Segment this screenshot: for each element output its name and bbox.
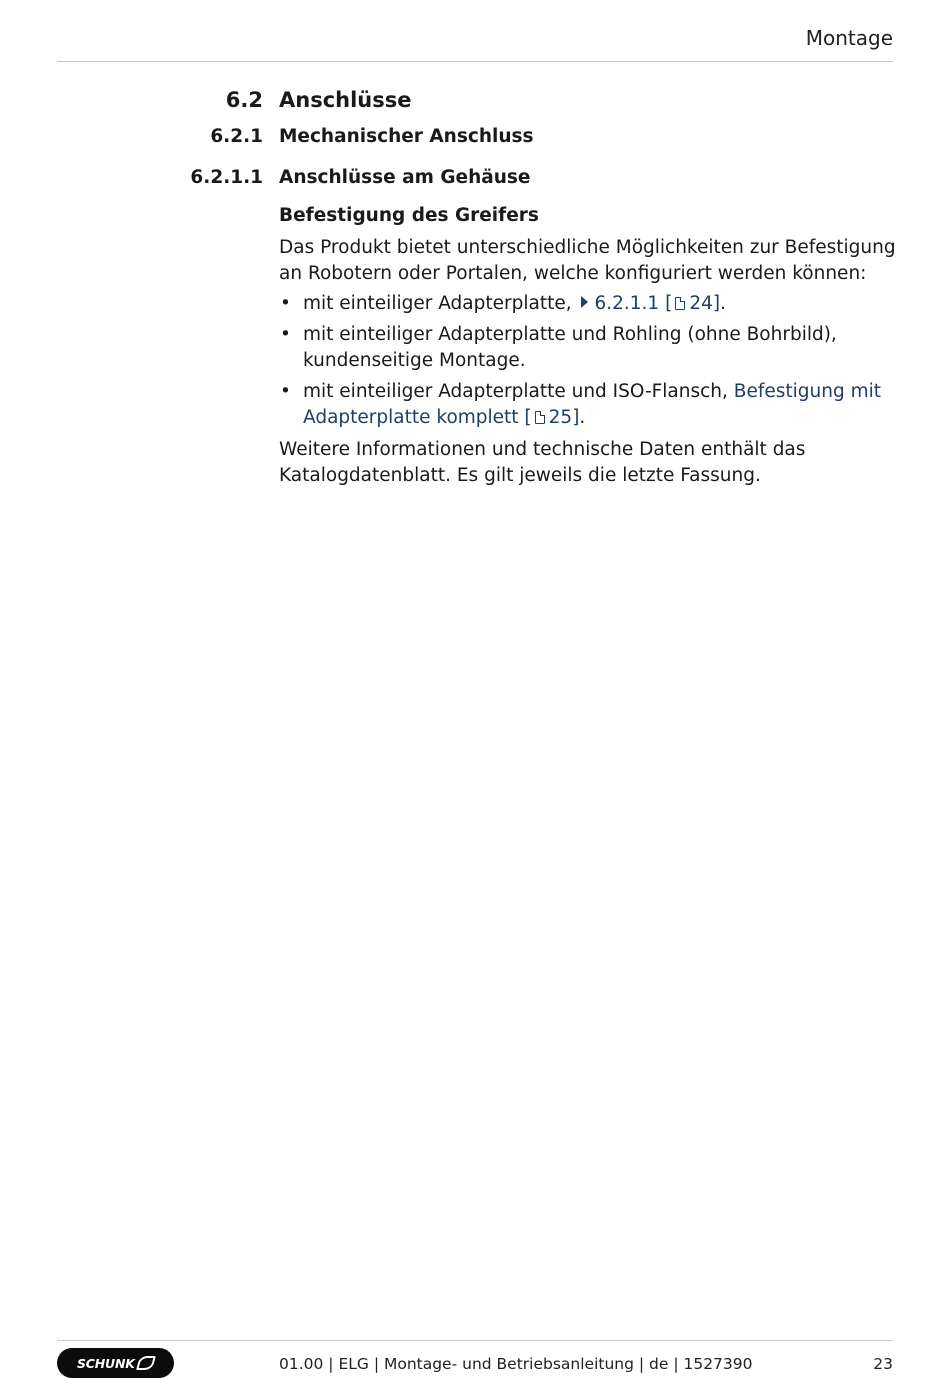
list-item	[279, 322, 899, 374]
heading-title: Anschlüsse am Gehäuse	[279, 167, 531, 188]
footer-document-info: 01.00 | ELG | Montage- und Betriebsanleitung | de | 1527390	[279, 1355, 753, 1373]
link-page: 25]	[548, 407, 580, 428]
link-text: 6.2.1.1 [	[594, 293, 673, 314]
outro-paragraph	[279, 437, 899, 489]
header-divider	[57, 61, 893, 62]
link-text: Adapterplatte komplett [	[303, 407, 532, 428]
page-icon	[535, 411, 545, 424]
arrow-right-icon	[581, 296, 588, 308]
list-item	[279, 379, 899, 431]
link-text: Befestigung mit	[733, 381, 882, 402]
outro-line-1: Weitere Informationen und technische Daten enthält das	[279, 439, 806, 460]
body-content	[279, 203, 899, 489]
logo-text: SCHUNK	[77, 1355, 135, 1371]
bullet-icon: •	[280, 381, 291, 402]
heading-title: Anschlüsse	[279, 88, 412, 112]
heading-title: Mechanischer Anschluss	[279, 126, 534, 147]
link-page: 24]	[689, 293, 721, 314]
outro-line-2: Katalogdatenblatt. Es gilt jeweils die letzte Fassung.	[279, 465, 761, 486]
intro-line-2: an Robotern oder Portalen, welche konfiguriert werden können:	[279, 263, 867, 284]
subheading: Befestigung des Greifers	[279, 205, 539, 226]
cross-reference-link[interactable]	[577, 293, 720, 314]
heading-number: 6.2.1.1	[190, 167, 263, 188]
list-item-text: kundenseitige Montage.	[303, 350, 526, 371]
bullet-icon: •	[280, 293, 291, 314]
list-item-end: .	[579, 407, 586, 428]
intro-paragraph	[279, 235, 899, 287]
heading-number: 6.2	[225, 88, 263, 112]
running-header: Montage	[805, 26, 893, 50]
list-item	[279, 291, 899, 317]
page-icon	[675, 297, 685, 310]
bullet-icon: •	[280, 324, 291, 345]
logo-mark-icon	[136, 1356, 156, 1370]
list-item-text: mit einteiliger Adapterplatte,	[303, 293, 572, 314]
list-item-text: mit einteiliger Adapterplatte und Rohling (ohne Bohrbild),	[303, 324, 837, 345]
page-number: 23	[873, 1355, 893, 1373]
footer-divider	[57, 1340, 893, 1341]
list-item-end: .	[720, 293, 726, 314]
list-item-text: mit einteiliger Adapterplatte und ISO-Flansch,	[303, 381, 728, 402]
options-list	[279, 291, 899, 431]
schunk-logo	[57, 1348, 174, 1378]
intro-line-1: Das Produkt bietet unterschiedliche Möglichkeiten zur Befestigung	[279, 237, 896, 258]
heading-number: 6.2.1	[210, 126, 263, 147]
